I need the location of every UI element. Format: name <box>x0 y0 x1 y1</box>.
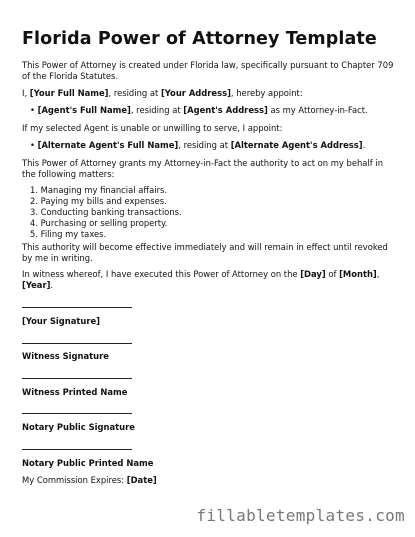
matter-item: 3. Conducting banking transactions. <box>30 207 182 217</box>
commission-label: My Commission Expires: <box>22 475 127 485</box>
witness-clause <box>22 269 397 291</box>
notary-signature-line[interactable] <box>22 413 132 414</box>
witness-printed-label: Witness Printed Name <box>22 387 128 397</box>
effective-paragraph: This authority will become effective immediately and will remain in effect until revoked by me in writing. <box>22 242 388 263</box>
month-field: [Month] <box>339 269 377 279</box>
notary-signature-label: Notary Public Signature <box>22 422 135 432</box>
witness-clause-end: . <box>50 280 54 290</box>
commission-date-field: [Date] <box>126 475 157 485</box>
appoint-post: , hereby appoint: <box>230 88 303 98</box>
agent-name-field: [Agent's Full Name] <box>37 105 131 115</box>
alternate-intro: If my selected Agent is unable or unwilling to serve, I appoint: <box>22 123 283 133</box>
appoint-pre: I, <box>22 88 30 98</box>
notary-printed-line[interactable] <box>22 449 132 450</box>
alternate-agent-line <box>30 140 405 151</box>
agent-mid: , residing at <box>130 105 184 115</box>
commission-expiry <box>22 475 397 486</box>
witness-printed-line[interactable] <box>22 378 132 379</box>
matter-item: 2. Paying my bills and expenses. <box>30 196 167 206</box>
agent-bullet: • <box>30 105 35 115</box>
appoint-mid: , residing at <box>108 88 161 98</box>
your-signature-label: [Your Signature] <box>22 316 100 326</box>
witness-clause-comma: , <box>376 269 380 279</box>
intro-paragraph: This Power of Attorney is created under Florida law, specifically pursuant to Chapter 709 of the Florida Statutes. <box>22 60 394 81</box>
witness-signature-line[interactable] <box>22 343 132 344</box>
matter-item: 1. Managing my financial affairs. <box>30 185 168 195</box>
alternate-name-field: [Alternate Agent's Full Name] <box>37 140 179 150</box>
document-title: Florida Power of Attorney Template <box>22 29 377 49</box>
alternate-mid: , residing at <box>178 140 231 150</box>
year-field: [Year] <box>22 280 51 290</box>
appointment-statement <box>22 88 397 99</box>
agent-address-field: [Agent's Address] <box>183 105 268 115</box>
authority-intro: This Power of Attorney grants my Attorney-in-Fact the authority to act on my behalf in the following matters: <box>22 158 384 179</box>
agent-line <box>30 105 405 116</box>
agent-post: as my Attorney-in-Fact. <box>267 105 368 115</box>
alternate-address-field: [Alternate Agent's Address] <box>230 140 363 150</box>
matters-list <box>30 185 405 240</box>
witness-signature-label: Witness Signature <box>22 351 109 361</box>
day-field: [Day] <box>300 269 326 279</box>
footer-watermark: fillabletemplates.com <box>196 506 405 525</box>
alternate-bullet: • <box>30 140 35 150</box>
matter-item: 5. Filing my taxes. <box>30 229 107 239</box>
principal-address-field: [Your Address] <box>160 88 231 98</box>
matter-item: 4. Purchasing or selling property. <box>30 218 168 228</box>
witness-clause-of: of <box>325 269 340 279</box>
notary-printed-label: Notary Public Printed Name <box>22 458 154 468</box>
your-signature-line[interactable] <box>22 307 132 308</box>
witness-clause-pre: In witness whereof, I have executed this Power of Attorney on the <box>22 269 301 279</box>
principal-name-field: [Your Full Name] <box>29 88 109 98</box>
alternate-post: . <box>362 140 366 150</box>
